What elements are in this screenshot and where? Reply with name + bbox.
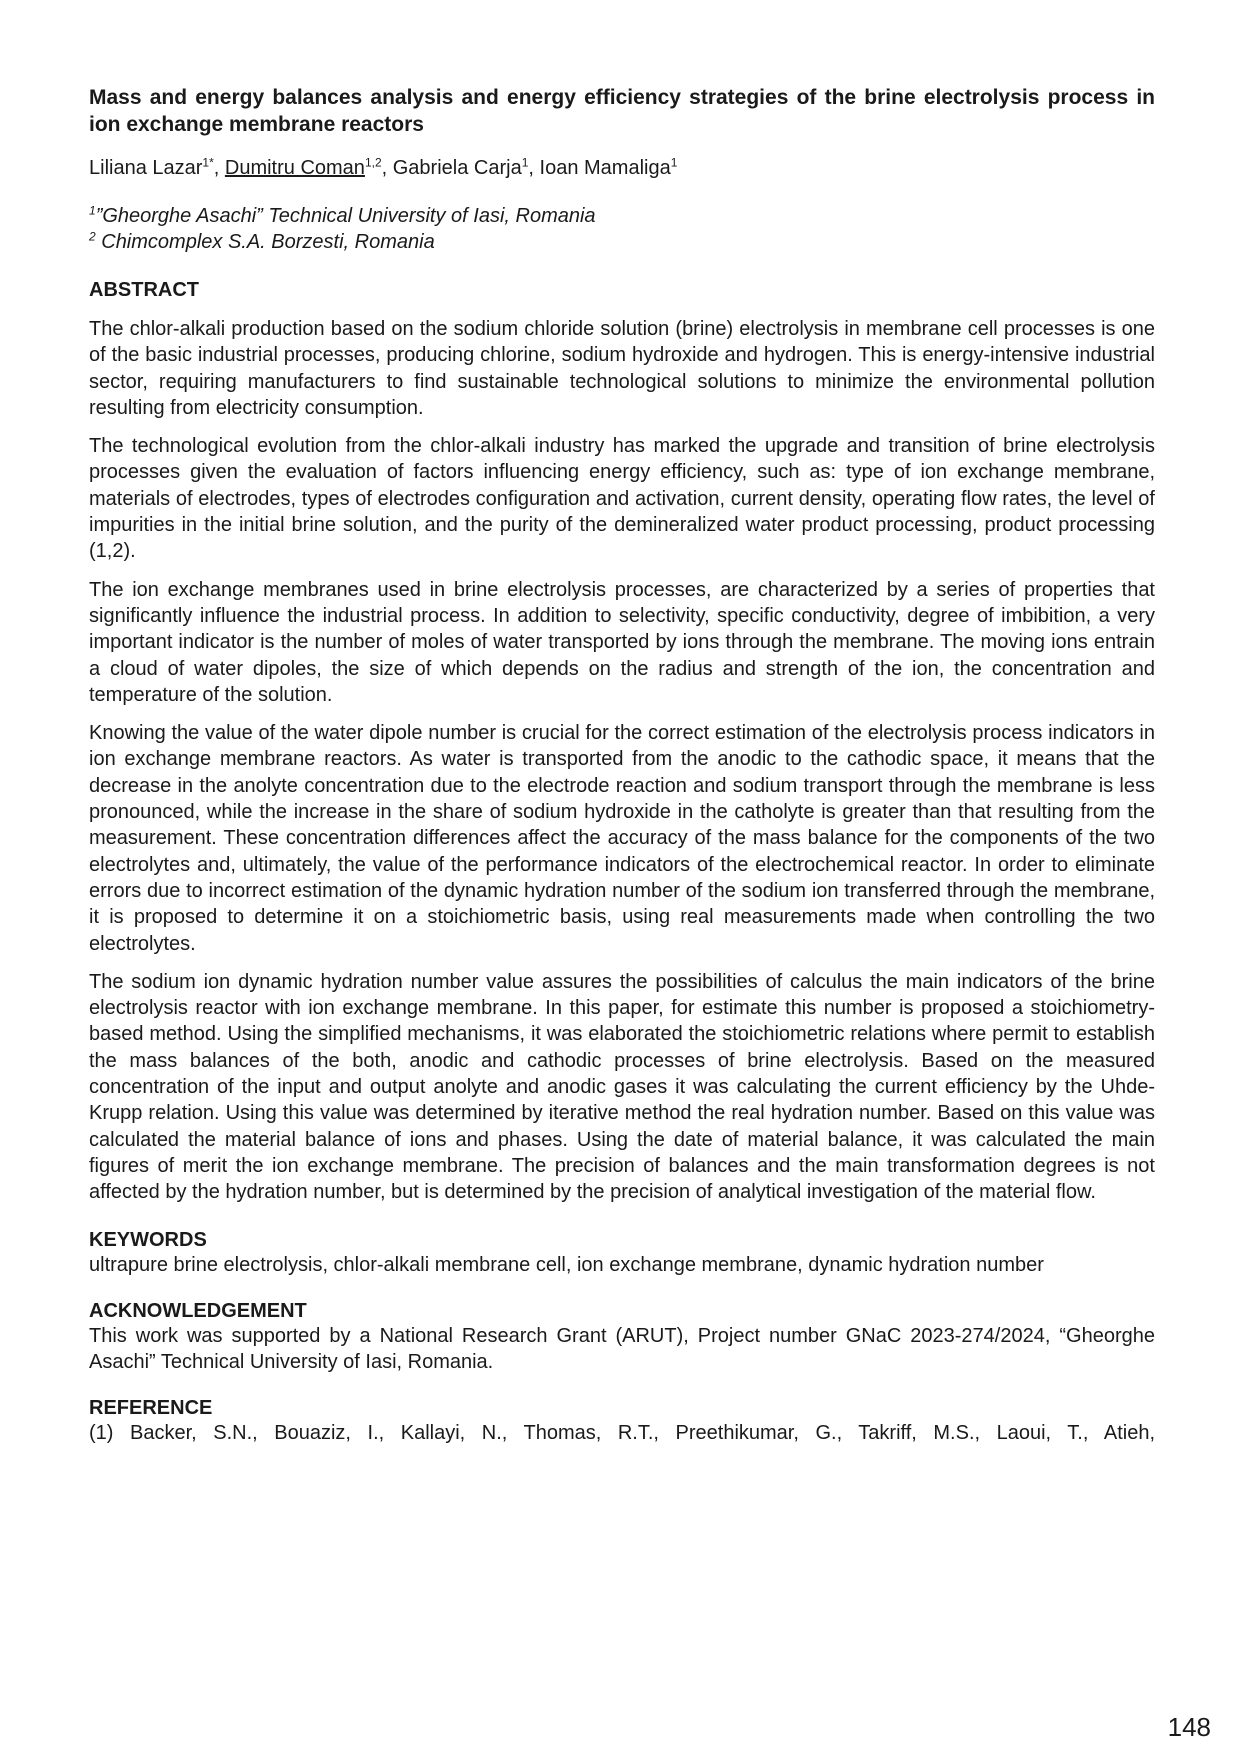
author-affiliation-mark: 1,2 [364,155,382,170]
author-name-presenting: Dumitru Coman [224,157,365,179]
reference-heading: REFERENCE [89,1397,213,1420]
reference-section [89,1396,1155,1446]
author-name: Gabriela Carja [392,157,522,179]
keywords-text: ultrapure brine electrolysis, chlor-alkali membrane cell, ion exchange membrane, dynamic hydration number [89,1253,1044,1276]
abstract-paragraph: Knowing the value of the water dipole number is crucial for the correct estimation of the electrolysis process indicators in ion exchange membrane reactors. As water is transported from the anodic to the cathodic space, it means that the decrease in the anolyte concentration due to the electrode reaction and sodium transport through the membrane is less pronounced, while the increase in the share of sodium hydroxide in the catholyte is greater than that resulting from the measurement. These concentration differences affect the accuracy of the mass balance for the components of the two electrolytes and, ultimately, the value of the performance indicators of the electrochemical reactor. In order to eliminate errors due to incorrect estimation of the dynamic hydration number of the sodium ion transferred through the membrane, it is proposed to determine it on a stoichiometric basis, using real measurements made when controlling the two electrolytes. [89,722,1155,955]
paper-page [89,84,1155,1447]
author-separator: , [528,157,540,179]
author-affiliation-mark: 1 [670,155,678,170]
affiliation [89,229,1155,255]
abstract-section [89,316,1155,1206]
keywords-section [89,1228,1155,1278]
abstract-paragraph: The technological evolution from the chlor-alkali industry has marked the upgrade and transition of brine electrolysis processes given the evaluation of factors influencing energy efficiency, such as: type of ion exchange membrane, materials of electrodes, types of electrodes configuration and activation, current density, operating flow rates, the level of impurities in the initial brine solution, and the purity of the demineralized water product processing, product processing (1,2). [89,435,1155,563]
acknowledgement-section [89,1299,1155,1376]
affiliation [89,203,1155,229]
abstract-paragraph: The sodium ion dynamic hydration number value assures the possibilities of calculus the main indicators of the brine electrolysis reactor with ion exchange membrane. In this paper, for estimate this number is proposed a stoichiometry-based method. Using the simplified mechanisms, it was elaborated the stoichiometric relations where permit to establish the mass balances of the both, anodic and cathodic processes of brine electrolysis. Based on the measured concentration of the input and output anolyte and anodic gases it was calculating the current efficiency by the Uhde-Krupp relation. Using this value was determined by iterative method the real hydration number. Based on this value was calculated the material balance of ions and phases. Using the date of material balance, it was calculated the main figures of merit the ion exchange membrane. The precision of balances and the main transformation degrees is not affected by the hydration number, but is determined by the precision of analytical investigation of the material flow. [89,970,1155,1204]
affiliation-text: Chimcomplex S.A. Borzesti, Romania [95,231,435,253]
affiliation-text: ”Gheorghe Asachi” Technical University of Iasi, Romania [95,205,596,227]
author-affiliation-mark: 1* [202,155,214,170]
acknowledgement-text: This work was supported by a National Research Grant (ARUT), Project number GNaC 2023-274/2024, “Gheorghe Asachi” Technical University of Iasi, Romania. [89,1324,1155,1374]
affiliation-mark: 1 [89,203,96,218]
author-separator: , [213,157,225,179]
paper-title: Mass and energy balances analysis and energy efficiency strategies of the brine electrolysis process in ion exchange membrane reactors [89,86,1155,136]
abstract-paragraph: The chlor-alkali production based on the sodium chloride solution (brine) electrolysis in membrane cell processes is one of the basic industrial processes, producing chlorine, sodium hydroxide and hydrogen. This is energy-intensive industrial sector, requiring manufacturers to find sustainable technological solutions to minimize the environmental pollution resulting from electricity consumption. [89,318,1155,419]
author-list [89,156,1155,180]
page-number: 148 [1167,1712,1211,1742]
author-name: Ioan Mamaliga [539,157,671,179]
abstract-heading: ABSTRACT [89,279,199,301]
affiliation-mark: 2 [89,229,96,244]
author-name: Liliana Lazar [89,157,203,179]
author-separator: , [381,157,393,179]
reference-entry: (1) Backer, S.N., Bouaziz, I., Kallayi, N., Thomas, R.T., Preethikumar, G., Takriff, M.S., Laoui, T., Atieh, [89,1422,1155,1445]
affiliation-list [89,203,1155,255]
author-affiliation-mark: 1 [521,155,529,170]
keywords-heading: KEYWORDS [89,1228,207,1251]
abstract-paragraph: The ion exchange membranes used in brine electrolysis processes, are characterized by a series of properties that significantly influence the industrial process. In addition to selectivity, specific conductivity, degree of imbibition, a very important indicator is the number of moles of water transported by ions through the membrane. The moving ions entrain a cloud of water dipoles, the size of which depends on the radius and strength of the ion, the concentration and temperature of the solution. [89,578,1155,706]
acknowledgement-heading: ACKNOWLEDGEMENT [89,1299,307,1322]
